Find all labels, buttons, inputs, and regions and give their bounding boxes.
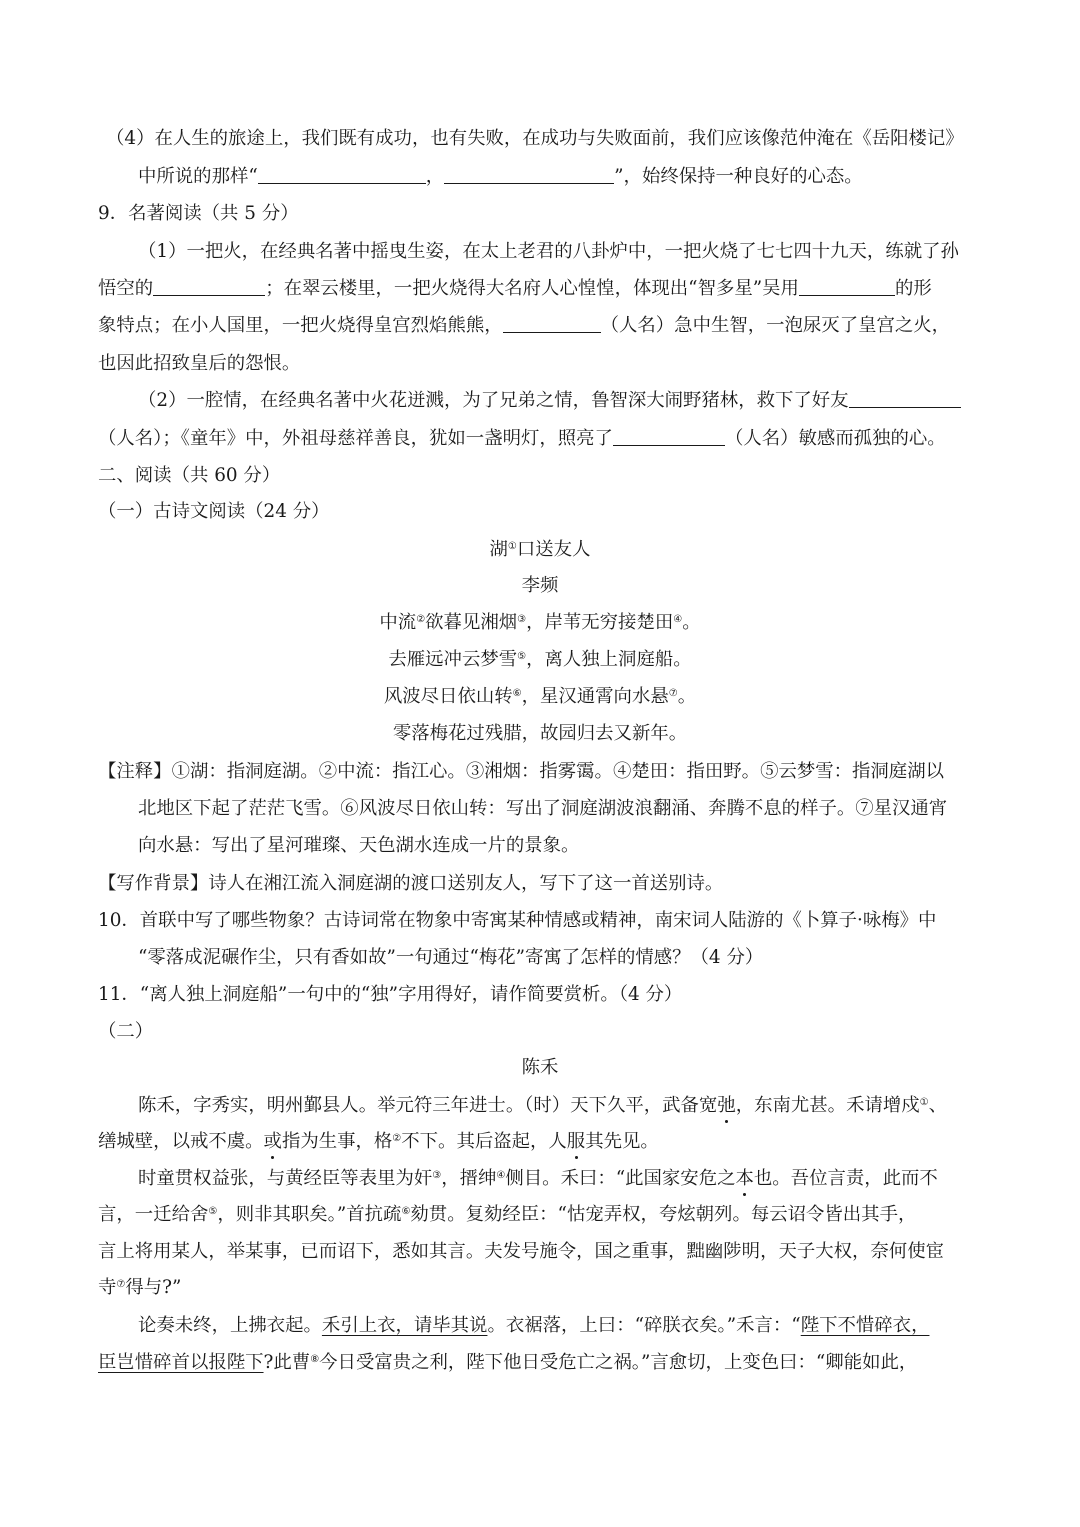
note-mark: ① (919, 1097, 929, 1108)
poem-line3 (0, 685, 1080, 709)
note-mark: ⑦ (116, 1279, 126, 1290)
note-mark: ⑥ (401, 1206, 411, 1217)
dotted-char: 服 (566, 1131, 586, 1152)
q8-4-text-c: ”，始终保持一种良好的心态。 (614, 166, 863, 187)
answer-blank[interactable] (444, 165, 614, 184)
text: ，则非其职矣。”首抗疏 (217, 1204, 402, 1225)
text: 论奏未终，上拂衣起。 (138, 1315, 322, 1336)
passage-p1-line1 (138, 1094, 947, 1118)
underlined-sentence: 禾引上衣，请毕其说 (321, 1315, 488, 1336)
q10-line2: “零落成泥碾作尘，只有香如故”一句通过“梅花”寄寓了怎样的情感？（4 分） (138, 947, 764, 968)
q9-p2-line1 (138, 389, 961, 413)
text: （人名）敏感而孤独的心。 (724, 428, 946, 449)
passage-p1-line2 (98, 1130, 659, 1154)
passage-p2-line1 (138, 1167, 938, 1191)
text: 象特点；在小人国里，一把火烧得皇宫烈焰熊熊， (98, 315, 503, 336)
answer-blank[interactable] (849, 389, 961, 408)
notes-line3: 向水悬：写出了星河璀璨、天色湖水连成一片的景象。 (138, 835, 580, 856)
writing-background: 【写作背景】诗人在湘江流入洞庭湖的渡口送别友人，写下了这一首送别诗。 (98, 873, 724, 894)
text: 去雁远冲云梦雪 (388, 649, 518, 670)
text: ，东南尤甚。禾请增戍 (735, 1095, 920, 1116)
part2-label: （二） (98, 1021, 154, 1042)
q9-p1-line1: （1）一把火，在经典名著中摇曳生姿，在太上老君的八卦炉中，一把火烧了七七四十九天，练就了孙 (138, 241, 959, 262)
text: 得与?” (125, 1277, 182, 1298)
q11-line1: 11．“离人独上洞庭船”一句中的“独”字用得好，请作简要赏析。（4 分） (98, 984, 683, 1005)
text: 今日受富贵之利，陛下他日受危亡之祸。”言愈切，上变色曰：“卿能如此， (319, 1352, 918, 1373)
underlined-sentence: 臣岂惜碎首以报陛下 (98, 1352, 264, 1373)
text: ?此曹 (263, 1352, 311, 1373)
note-mark: ② (416, 614, 426, 625)
text: ，岸苇无穷接楚田 (526, 612, 674, 633)
text: ；在翠云楼里，一把火烧得大名府人心惶惶，体现出“智多星”吴用 (265, 278, 799, 299)
q8-4-text-a: 中所说的那样“ (138, 166, 258, 187)
q9-p1-line3 (98, 314, 950, 338)
note-mark: ⑦ (668, 688, 678, 699)
underlined-sentence: 陛下不惜碎衣， (800, 1315, 930, 1336)
text: 其先见。 (585, 1131, 659, 1152)
section2-sub1: （一）古诗文阅读（24 分） (98, 501, 330, 522)
q10-line1: 10．首联中写了哪些物象？古诗词常在物象中寄寓某种情感或精神，南宋词人陆游的《卜算子·咏梅》中 (98, 910, 937, 931)
passage-p2-line4 (98, 1276, 181, 1300)
text: （2）一腔情，在经典名著中火花迸溅，为了兄弟之情，鲁智深大闹野猪林，救下了好友 (138, 390, 849, 411)
text: （人名）；《童年》中，外祖母慈祥善良，犹如一盏明灯，照亮了 (98, 428, 613, 449)
text: 指为生事，格 (281, 1131, 393, 1152)
text: 风波尽日依山转 (383, 686, 513, 707)
answer-blank[interactable] (153, 277, 265, 296)
text: 悟空的 (98, 278, 154, 299)
poem-line4: 零落梅花过残腊，故园归去又新年。 (392, 723, 688, 744)
text: 。 (677, 686, 697, 707)
passage-p2-line3: 言上将用某人，举某事，已而诏下，悉如其言。夫发号施令，国之重事，黜幽陟明，天子大权，奈何使宦 (98, 1241, 944, 1262)
answer-blank[interactable] (258, 165, 426, 184)
text: ，搢绅 (441, 1168, 497, 1189)
notes-line2: 北地区下起了茫茫飞雪。⑥风波尽日依山转：写出了洞庭湖波浪翻涌、奔腾不息的样子。⑦星汉通宵 (138, 798, 948, 819)
note-mark: ④ (496, 1170, 506, 1181)
text: 陈禾，字秀实，明州鄞县人。举元符三年进士。（时）天下久平，武备宽 (138, 1095, 718, 1116)
text: 时童贯权益张，与黄经臣等表里为奸 (138, 1168, 433, 1189)
text: （人名）急中生智，一泡尿灭了皇宫之火， (600, 315, 951, 336)
note-mark: ③ (432, 1170, 442, 1181)
poem-title (0, 538, 1080, 562)
q9-p1-line4: 也因此招致皇后的怨恨。 (98, 353, 301, 374)
note-mark: ⑤ (208, 1206, 218, 1217)
text: 、 (928, 1095, 948, 1116)
passage-p2-line2 (98, 1203, 916, 1227)
q9-p2-line2 (98, 427, 946, 451)
text: 侧目。禾曰：“此国家安危之 (505, 1168, 736, 1189)
text: 的形 (894, 278, 932, 299)
dotted-char: 本 (735, 1168, 754, 1189)
dotted-char: 弛 (717, 1095, 736, 1116)
note-mark: ③ (517, 614, 527, 625)
section2-title: 二、阅读（共 60 分） (98, 465, 281, 486)
text: 不下。其后盗起，人 (401, 1131, 567, 1152)
text: 缮城壁，以戒不虞。 (98, 1131, 264, 1152)
q8-4-line2 (138, 165, 863, 189)
poem-line2 (0, 648, 1080, 672)
note-mark: ⑧ (310, 1354, 320, 1365)
note-mark: ④ (673, 614, 683, 625)
note-mark: ② (392, 1133, 402, 1144)
dotted-char: 或 (263, 1131, 282, 1152)
answer-blank[interactable] (613, 427, 725, 446)
poem-author: 李频 (521, 575, 559, 596)
note-mark: ① (507, 541, 517, 552)
text: 。衣裾落，上曰：“碎朕衣矣。”禾言：“ (487, 1315, 801, 1336)
text: 欲暮见湘烟 (425, 612, 518, 633)
q9-p1-line2 (98, 277, 932, 301)
part2-title: 陈禾 (521, 1057, 559, 1078)
text: 。 (682, 612, 701, 633)
passage-p3-line1 (138, 1314, 929, 1338)
q8-4-line1: （4）在人生的旅途上，我们既有成功，也有失败，在成功与失败面前，我们应该像范仲淹在《岳阳楼记》 (106, 128, 964, 149)
text: 湖 (489, 539, 508, 560)
answer-blank[interactable] (799, 277, 895, 296)
passage-p3-line2 (98, 1351, 917, 1375)
text: 劾贯。复劾经臣：“怙宠弄权，夸炫朝列。每云诏令皆出其手， (410, 1204, 917, 1225)
q8-4-text-b: ， (425, 166, 445, 187)
text: ，星汉通霄向水悬 (521, 686, 669, 707)
poem-line1 (0, 611, 1080, 635)
text: 口送友人 (516, 539, 591, 560)
note-mark: ⑥ (512, 688, 522, 699)
text: 也。吾位言责，此而不 (753, 1168, 938, 1189)
note-mark: ⑤ (517, 651, 527, 662)
answer-blank[interactable] (503, 314, 601, 333)
text: 中流 (379, 612, 417, 633)
text: 寺 (98, 1277, 117, 1298)
text: 言，一迁给舍 (98, 1204, 209, 1225)
q9-title: 9．名著阅读（共 5 分） (98, 203, 299, 224)
text: ，离人独上洞庭船。 (526, 649, 692, 670)
notes-line1: 【注释】①湖：指洞庭湖。②中流：指江心。③湘烟：指雾霭。④楚田：指田野。⑤云梦雪：指洞庭湖以 (98, 761, 944, 782)
